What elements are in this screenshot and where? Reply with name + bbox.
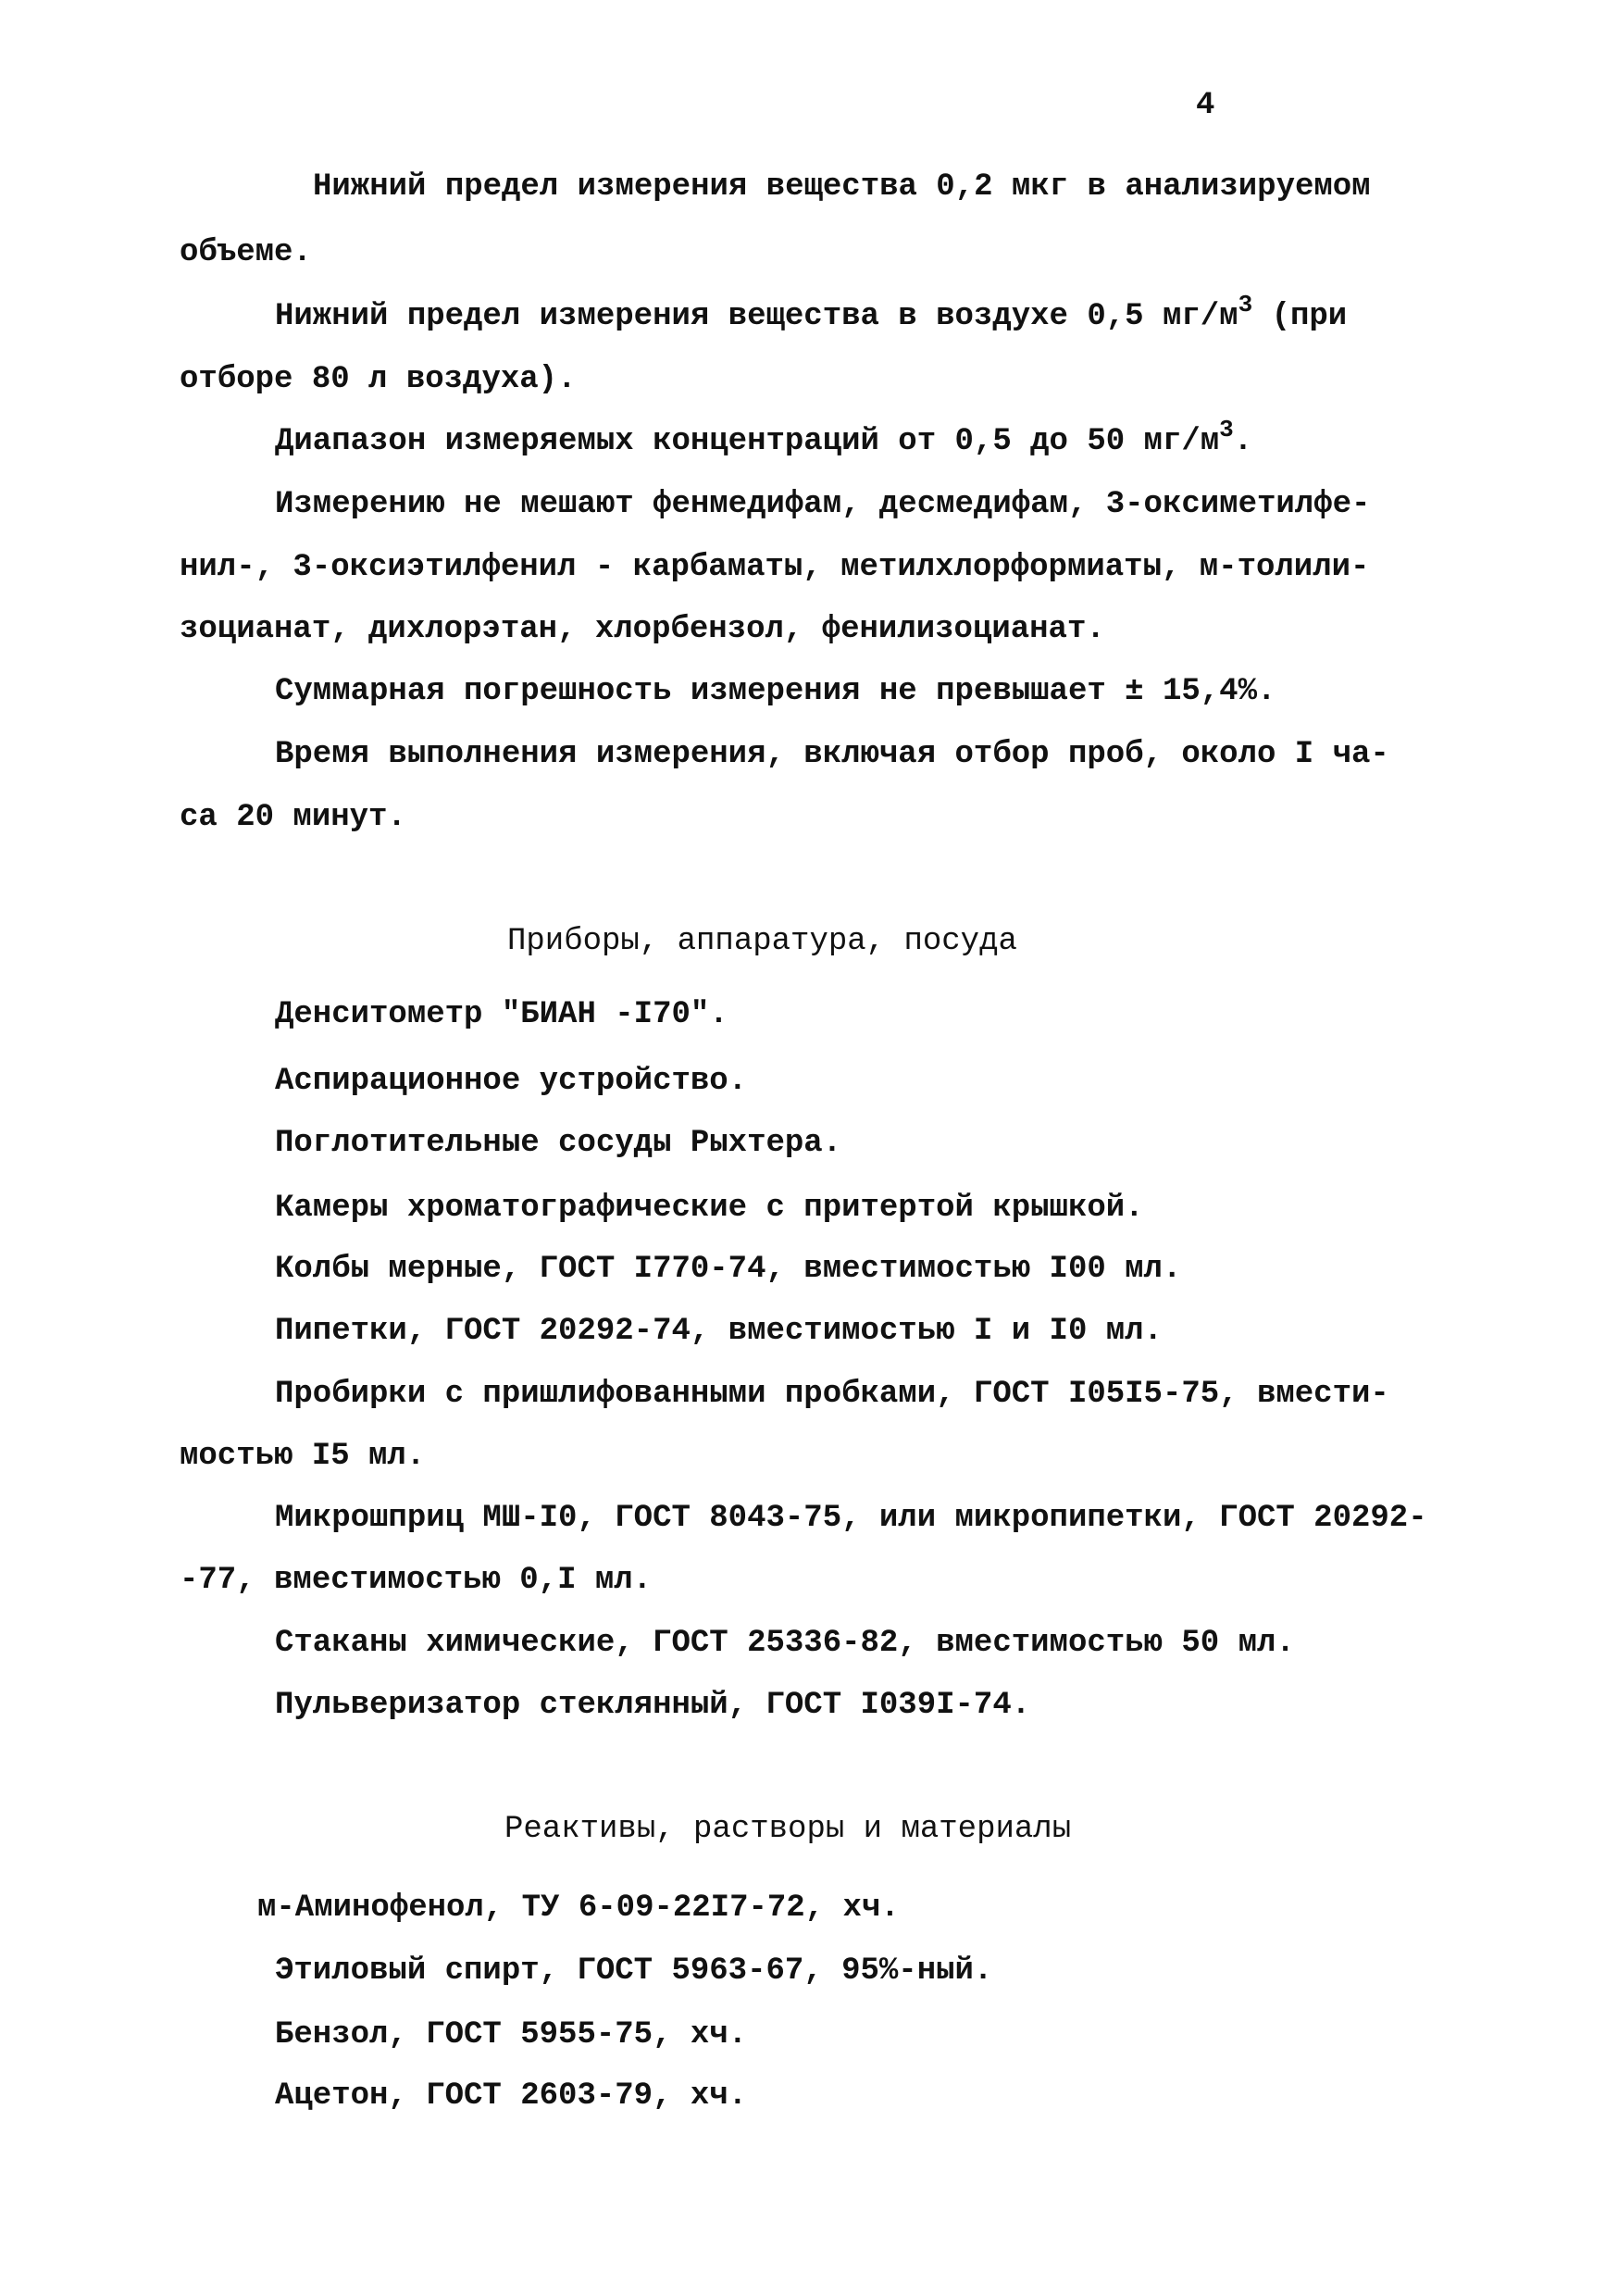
paragraph-line: са 20 минут. <box>180 800 406 835</box>
list-item: Этиловый спирт, ГОСТ 5963-67, 95%-ный. <box>275 1953 993 1989</box>
section-heading-reagents: Реактивы, растворы и материалы <box>504 1812 1072 1847</box>
list-item: Камеры хроматографические с притертой крышкой. <box>275 1191 1144 1226</box>
paragraph-line <box>275 291 1348 337</box>
list-item: Аспирационное устройство. <box>275 1064 748 1099</box>
list-item: Пипетки, ГОСТ 20292-74, вместимостью I и I0 мл. <box>275 1314 1163 1349</box>
section-heading-equipment: Приборы, аппаратура, посуда <box>507 924 1017 959</box>
paragraph-line: зоцианат, дихлорэтан, хлорбензол, фенилизоцианат. <box>180 612 1105 647</box>
paragraph-line: объеме. <box>180 235 312 270</box>
list-item: Поглотительные сосуды Рыхтера. <box>275 1126 842 1161</box>
list-item: Пробирки с пришлифованными пробками, ГОСТ I05I5-75, вмести- <box>275 1377 1389 1412</box>
paragraph-line: отборе 80 л воздуха). <box>180 362 577 397</box>
list-item: Стаканы химические, ГОСТ 25336-82, вместимостью 50 мл. <box>275 1626 1295 1661</box>
text: (при <box>1252 299 1348 334</box>
text: Нижний предел измерения вещества в воздухе 0,5 мг/м <box>275 299 1238 334</box>
paragraph-line: Суммарная погрешность измерения не превышает ± 15,4%. <box>275 674 1276 709</box>
paragraph-line: нил-, 3-оксиэтилфенил - карбаматы, метилхлорформиаты, м-толили- <box>180 550 1370 585</box>
list-item: Бензол, ГОСТ 5955-75, хч. <box>275 2017 748 2053</box>
list-item: Денситометр "БИАН -I70". <box>275 997 728 1032</box>
paragraph-line: Нижний предел измерения вещества 0,2 мкг в анализируемом <box>313 169 1371 205</box>
superscript: 3 <box>1238 291 1253 318</box>
list-item: Ацетон, ГОСТ 2603-79, хч. <box>275 2078 748 2114</box>
superscript: 3 <box>1219 416 1234 443</box>
text: Диапазон измеряемых концентраций от 0,5 до 50 мг/м <box>275 424 1220 459</box>
list-item: м-Аминофенол, ТУ 6-09-22I7-72, хч. <box>257 1890 900 1926</box>
page-number: 4 <box>1196 88 1215 123</box>
paragraph-line: Время выполнения измерения, включая отбор проб, около I ча- <box>275 737 1389 772</box>
list-item: мостью I5 мл. <box>180 1439 426 1474</box>
paragraph-line: Измерению не мешают фенмедифам, десмедифам, 3-оксиметилфе- <box>275 487 1371 522</box>
list-item: Микрошприц МШ-I0, ГОСТ 8043-75, или микропипетки, ГОСТ 20292- <box>275 1501 1427 1536</box>
list-item: -77, вместимостью 0,I мл. <box>180 1563 653 1598</box>
text: . <box>1233 424 1253 459</box>
list-item: Колбы мерные, ГОСТ I770-74, вместимостью I00 мл. <box>275 1252 1182 1287</box>
list-item: Пульверизатор стеклянный, ГОСТ I039I-74. <box>275 1688 1031 1723</box>
paragraph-line <box>275 416 1253 462</box>
